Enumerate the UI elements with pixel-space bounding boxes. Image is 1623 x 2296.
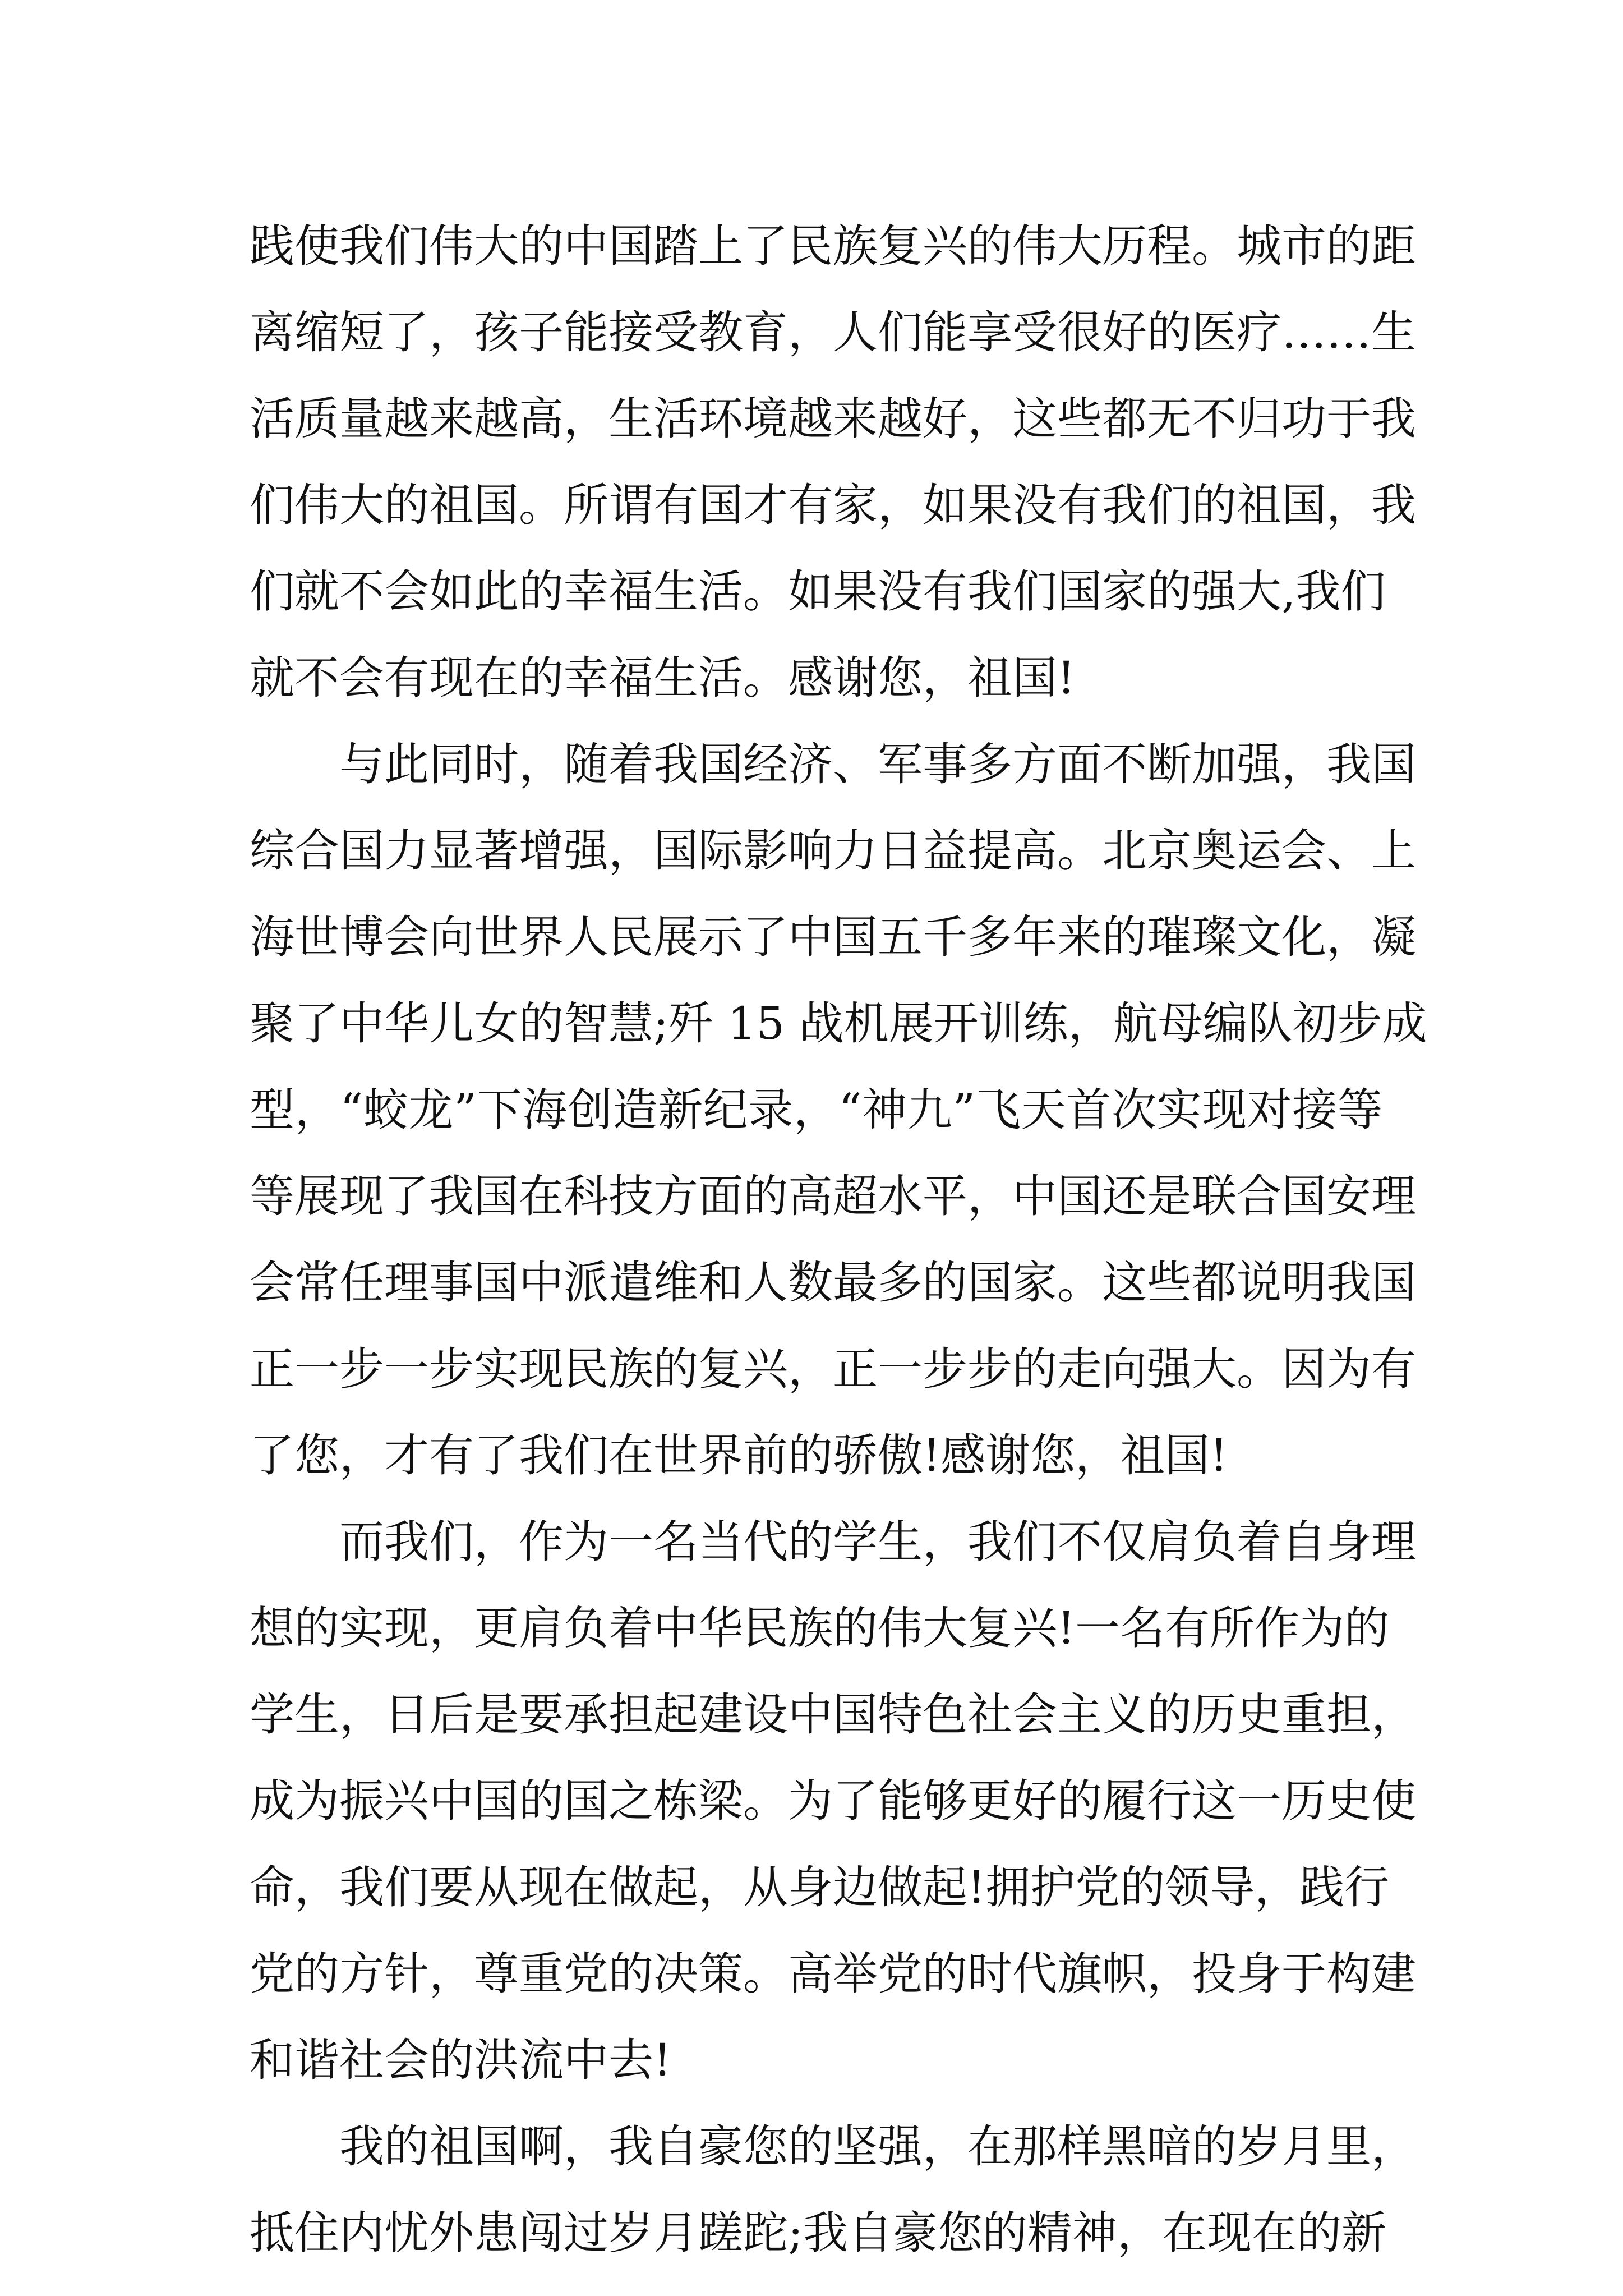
text-line: 就不会有现在的幸福生活。感谢您，祖国!: [250, 652, 1076, 704]
text-line: 与此同时，随着我国经济、军事多方面不断加强，我国: [250, 738, 1416, 790]
text-line: 和谐社会的洪流中去!: [250, 2034, 672, 2086]
text-line: 离缩短了，孩子能接受教育，人们能享受很好的医疗……生: [250, 306, 1416, 358]
text-line: 我的祖国啊，我自豪您的坚强，在那样黑暗的岁月里，: [250, 2120, 1416, 2173]
text-line: 命，我们要从现在做起，从身边做起!拥护党的领导，践行: [250, 1861, 1390, 1913]
text-line: 而我们，作为一名当代的学生，我们不仅肩负着自身理: [250, 1516, 1416, 1568]
text-line: 等展现了我国在科技方面的高超水平，中国还是联合国安理: [250, 1170, 1416, 1222]
text-line: 们就不会如此的幸福生活。如果没有我们国家的强大,我们: [250, 565, 1386, 618]
text-line: 践使我们伟大的中国踏上了民族复兴的伟大历程。城市的距: [250, 220, 1416, 272]
text-line: 综合国力显著增强，国际影响力日益提高。北京奥运会、上: [250, 825, 1416, 877]
text-line: 们伟大的祖国。所谓有国才有家，如果没有我们的祖国，我: [250, 479, 1416, 531]
text-line: 成为振兴中国的国之栋梁。为了能够更好的履行这一历史使: [250, 1775, 1416, 1827]
text-line: 正一步一步实现民族的复兴，正一步步的走向强大。因为有: [250, 1343, 1416, 1395]
text-line: 海世博会向世界人民展示了中国五千多年来的璀璨文化，凝: [250, 911, 1416, 963]
body-text: [250, 203, 1427, 2276]
text-line: 聚了中华儿女的智慧;歼 15 战机展开训练，航母编队初步成: [250, 997, 1427, 1050]
text-line: 活质量越来越高，生活环境越来越好，这些都无不归功于我: [250, 393, 1416, 445]
text-line: 党的方针，尊重党的决策。高举党的时代旗帜，投身于构建: [250, 1948, 1416, 2000]
text-line: 想的实现，更肩负着中华民族的伟大复兴!一名有所作为的: [250, 1602, 1390, 1654]
text-line: 会常任理事国中派遣维和人数最多的国家。这些都说明我国: [250, 1257, 1416, 1309]
text-line: 抵住内忧外患闯过岁月蹉跎;我自豪您的精神，在现在的新: [250, 2207, 1386, 2259]
text-line: 了您，才有了我们在世界前的骄傲!感谢您，祖国!: [250, 1429, 1228, 1481]
text-line: 学生，日后是要承担起建设中国特色社会主义的历史重担，: [250, 1688, 1416, 1741]
text-line: 型，“蛟龙”下海创造新纪录，“神九”飞天首次实现对接等: [250, 1084, 1382, 1136]
